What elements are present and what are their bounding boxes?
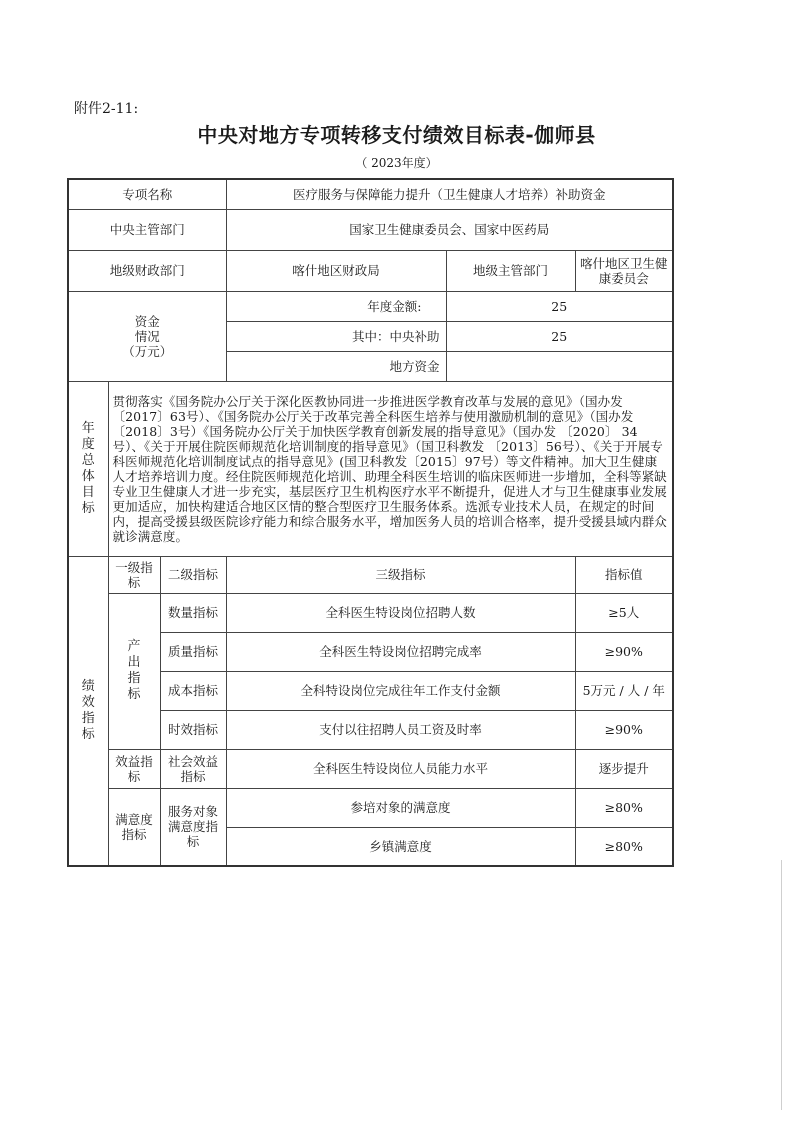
central-dept-row	[68, 209, 673, 250]
annual-goal-row	[68, 381, 673, 556]
local-dept-row	[68, 250, 673, 291]
funds-local-label: 地方资金	[226, 351, 446, 381]
project-name-label: 专项名称	[68, 179, 226, 209]
indicator-level2: 数量指标	[160, 593, 226, 632]
indicator-level3: 全科特设岗位完成往年工作支付金额	[226, 671, 575, 710]
funds-central-value: 25	[446, 321, 673, 351]
funds-local-value	[446, 351, 673, 381]
satisfaction-level3: 参培对象的满意度	[226, 788, 575, 827]
local-dept-value: 喀什地区卫生健康委员会	[575, 250, 673, 291]
header-level3: 三级指标	[226, 556, 575, 593]
funds-label-line2: 情况	[134, 328, 160, 344]
funds-label-line1: 资金	[134, 313, 160, 329]
indicator-level2: 质量指标	[160, 632, 226, 671]
indicator-row	[68, 593, 673, 632]
central-dept-value: 国家卫生健康委员会、国家中医药局	[226, 209, 673, 250]
header-value: 指标值	[575, 556, 673, 593]
page-title: 中央对地方专项转移支付绩效目标表-伽师县	[197, 123, 596, 147]
satisfaction-row	[68, 788, 673, 827]
local-finance-label: 地级财政部门	[68, 250, 226, 291]
benefit-indicator-label: 效益指标	[108, 749, 160, 788]
indicator-value: ≥90%	[575, 632, 673, 671]
performance-label: 绩效指标	[68, 556, 108, 866]
satisfaction-value: ≥80%	[575, 788, 673, 827]
project-name-row	[68, 179, 673, 209]
funds-label	[68, 291, 226, 381]
funds-annual-label: 年度金额:	[226, 291, 446, 321]
funds-central-label: 其中：中央补助	[226, 321, 446, 351]
attachment-label: 附件2-11:	[74, 101, 139, 117]
scan-edge-line	[781, 860, 782, 1110]
satisfaction-value: ≥80%	[575, 827, 673, 866]
project-name-value: 医疗服务与保障能力提升（卫生健康人才培养）补助资金	[226, 179, 673, 209]
indicator-level3: 全科医生特设岗位招聘完成率	[226, 632, 575, 671]
header-level1: 一级指标	[108, 556, 160, 593]
funds-label-line3: （万元）	[122, 343, 173, 359]
local-finance-value: 喀什地区财政局	[226, 250, 446, 291]
indicator-level3: 全科医生特设岗位招聘人数	[226, 593, 575, 632]
header-level2: 二级指标	[160, 556, 226, 593]
output-indicator-label: 产出指标	[108, 593, 160, 749]
indicator-value: ≥5人	[575, 593, 673, 632]
funds-annual-value: 25	[446, 291, 673, 321]
indicator-header-row	[68, 556, 673, 593]
annual-goal-label: 年度总体目标	[68, 381, 108, 556]
indicator-level3: 支付以往招聘人员工资及时率	[226, 710, 575, 749]
satisfaction-indicator-label: 满意度指标	[108, 788, 160, 866]
indicator-value: 5万元 / 人 / 年	[575, 671, 673, 710]
funds-annual-row	[68, 291, 673, 321]
satisfaction-level2: 服务对象满意度指标	[160, 788, 226, 866]
benefit-level2: 社会效益指标	[160, 749, 226, 788]
satisfaction-level3: 乡镇满意度	[226, 827, 575, 866]
benefit-value: 逐步提升	[575, 749, 673, 788]
benefit-level3: 全科医生特设岗位人员能力水平	[226, 749, 575, 788]
annual-goal-text: 贯彻落实《国务院办公厅关于深化医教协同进一步推进医学教育改革与发展的意见》（国办发〔2017〕63号）、《国务院办公厅关于改革完善全科医生培养与使用激励机制的意见》（国办发〔2018〕3号）《国务院办公厅关于加快医学教育创新发展的指导意见》（国办发 〔2020〕 34号）、《关于开展住院医师规范化培训制度的指导意见》（国卫科教发 〔2013〕56号）、《关于开展专科医师规范化培训制度试点的指导意见》(国卫科教发〔2015〕97号）等文件精神。加大卫生健康人才培养培训力度。经住院医师规范化培训、助理全科医生培训的临床医师进一步增加，全科等紧缺专业卫生健康人才进一步充实，基层医疗卫生机构医疗水平不断提升，促进人才与卫生健康事业发展更加适应，加快构建适合地区区情的整合型医疗卫生服务体系。选派专业技术人员，在规定的时间内，提高受援县级医院诊疗能力和综合服务水平，增加医务人员的培训合格率，提升受援县域内群众就诊满意度。	[108, 381, 673, 556]
central-dept-label: 中央主管部门	[68, 209, 226, 250]
local-dept-label: 地级主管部门	[446, 250, 575, 291]
indicator-level2: 成本指标	[160, 671, 226, 710]
benefit-row	[68, 749, 673, 788]
indicator-level2: 时效指标	[160, 710, 226, 749]
indicator-value: ≥90%	[575, 710, 673, 749]
performance-target-table	[67, 178, 674, 867]
year-label: （ 2023年度）	[355, 156, 438, 170]
